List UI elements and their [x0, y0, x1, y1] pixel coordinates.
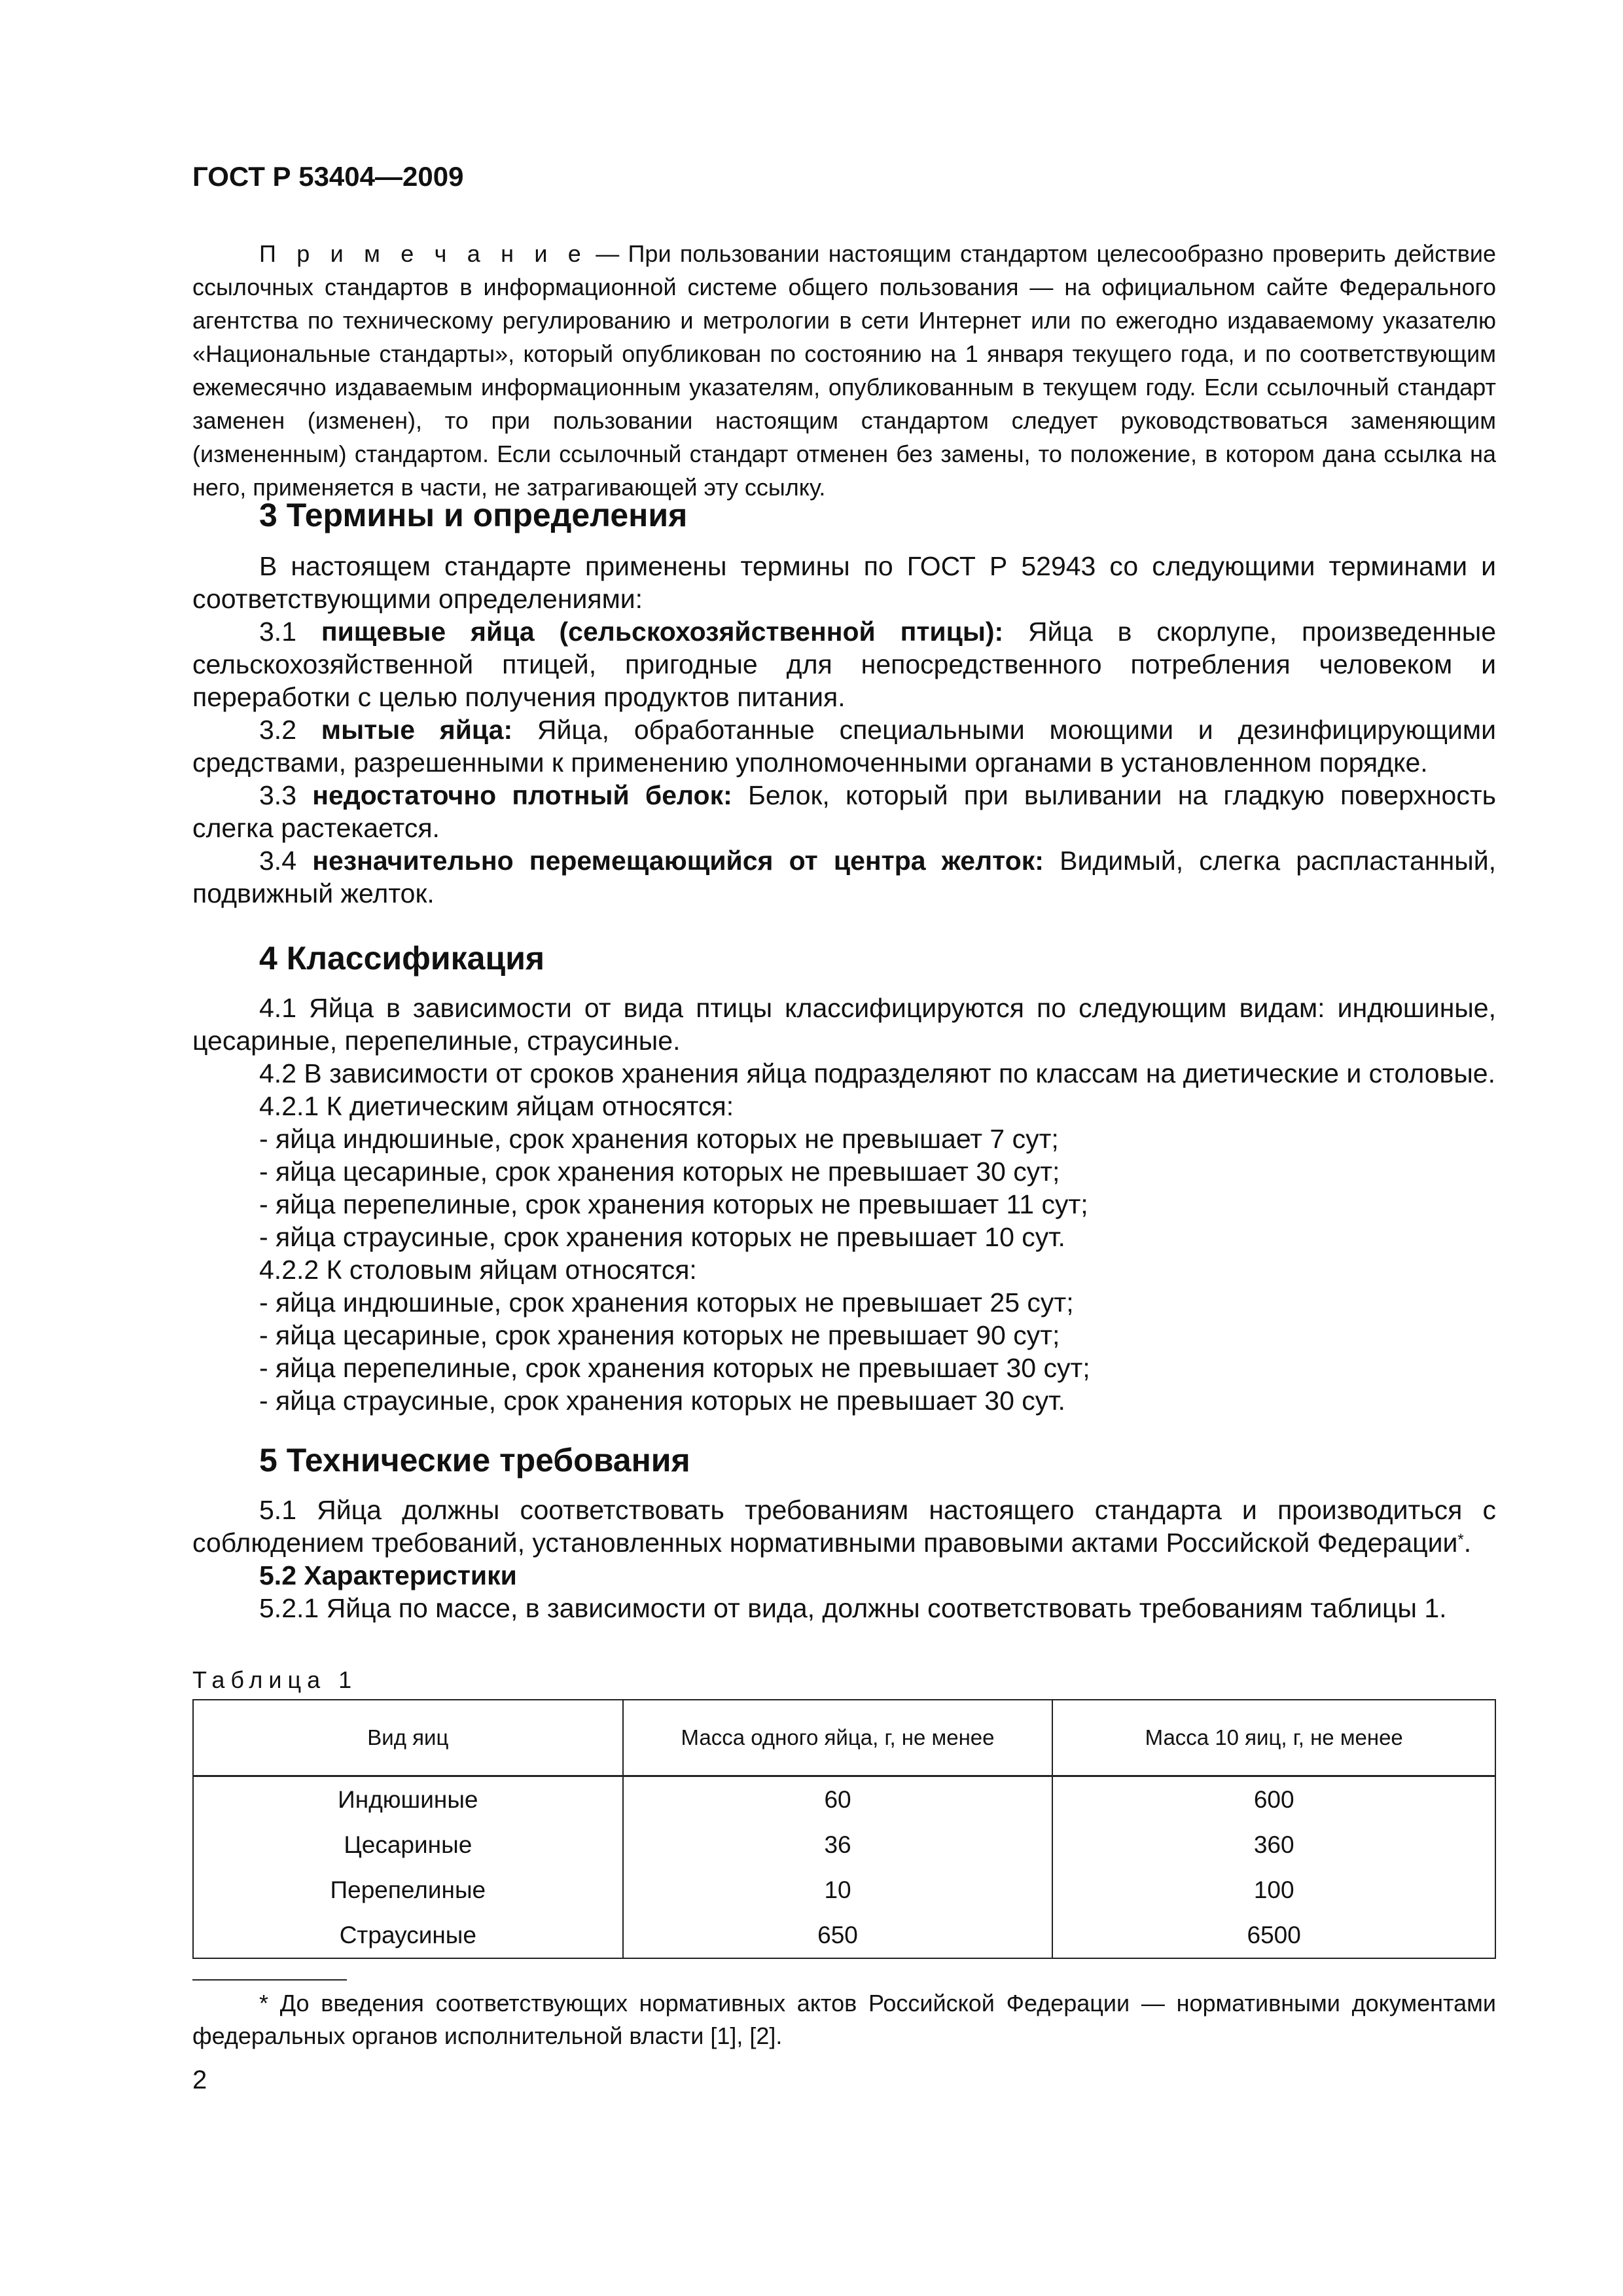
footnote-marker[interactable]: * [1457, 1531, 1464, 1549]
list-item: - яйца цесариные, срок хранения которых не превышает 90 сут; [259, 1320, 1060, 1350]
table-header-row [193, 1700, 1495, 1776]
footnote-text: * До введения соответствующих нормативных актов Российской Федерации — нормативными документами федеральных органов исполнительной власти [1], [2]. [192, 1990, 1496, 2049]
page-number: 2 [192, 2066, 207, 2094]
section-3-intro: В настоящем стандарте применены термины по ГОСТ Р 52943 со следующими терминами и соответствующими определениями: [192, 551, 1496, 614]
document-header: ГОСТ Р 53404—2009 [192, 161, 464, 192]
term-3-2: 3.2 мытые яйца: Яйца, обработанные специальными моющими и дезинфицирующими средствами, разрешенными к применению уполномоченными органами в установленном порядке. [192, 715, 1496, 778]
clause-5-2-1: 5.2.1 Яйца по массе, в зависимости от вида, должны соответствовать требованиям таблицы 1. [259, 1593, 1447, 1623]
table-header-cell: Масса одного яйца, г, не менее [623, 1700, 1053, 1776]
clause-5-1: 5.1 Яйца должны соответствовать требованиям настоящего стандарта и производиться с соблюдением требований, установленных нормативными правовыми актами Российской Федерации*. [192, 1495, 1496, 1558]
section-3-title: 3 Термины и определения [259, 497, 688, 533]
section-5-title: 5 Технические требования [259, 1442, 690, 1479]
note-paragraph [192, 237, 1496, 504]
table-cell: 36 [623, 1822, 1053, 1867]
reference-note [192, 237, 1496, 504]
table-row [193, 1776, 1495, 1823]
table-cell: 100 [1052, 1867, 1495, 1912]
table-header-cell: Вид яиц [193, 1700, 623, 1776]
list-item: - яйца страусиные, срок хранения которых не превышает 30 сут. [259, 1386, 1065, 1416]
section-5-body [192, 1494, 1496, 1624]
table-header-cell: Масса 10 яиц, г, не менее [1052, 1700, 1495, 1776]
table-cell: 650 [623, 1912, 1053, 1958]
term-3-3: 3.3 недостаточно плотный белок: Белок, который при выливании на гладкую поверхность слегка растекается. [192, 780, 1497, 843]
table-cell: Перепелиные [193, 1867, 623, 1912]
table-cell: Индюшиные [193, 1776, 623, 1823]
list-item: - яйца цесариные, срок хранения которых не превышает 30 сут; [259, 1157, 1060, 1187]
list-item: - яйца перепелиные, срок хранения которых не превышает 30 сут; [259, 1353, 1090, 1383]
footnote-divider [192, 1979, 347, 1981]
table-row [193, 1867, 1495, 1912]
section-4-title: 4 Классификация [259, 940, 545, 977]
clause-4-2: 4.2 В зависимости от сроков хранения яйца подразделяют по классам на диетические и столовые. [259, 1058, 1495, 1088]
table-cell: 360 [1052, 1822, 1495, 1867]
clause-4-1: 4.1 Яйца в зависимости от вида птицы классифицируются по следующим видам: индюшиные, цесариные, перепелиные, страусиные. [192, 993, 1496, 1056]
note-label: П р и м е ч а н и е [259, 240, 587, 267]
clause-4-2-2: 4.2.2 К столовым яйцам относятся: [259, 1255, 697, 1285]
table-cell: Цесариные [193, 1822, 623, 1867]
list-item: - яйца страусиные, срок хранения которых не превышает 10 сут. [259, 1222, 1065, 1252]
term-3-1: 3.1 пищевые яйца (сельскохозяйственной птицы): Яйца в скорлупе, произведенные сельскохозяйственной птицей, пригодные для непосредственного потребления человеком и переработки с целью получения продуктов питания. [192, 617, 1496, 712]
table-row [193, 1912, 1495, 1958]
table-cell: 10 [623, 1867, 1053, 1912]
table-cell: Страусиные [193, 1912, 623, 1958]
note-text: — При пользовании настоящим стандартом целесообразно проверить действие ссылочных стандартов в информационной системе общего пользования — на официальном сайте Федерального агентства по техническому регулированию и метрологии в сети Интернет или по ежегодно издаваемому указателю «Национальные стандарты», который опубликован по состоянию на 1 января текущего года, и по соответствующим ежемесячно издаваемым информационным указателям, опубликованным в текущем году. Если ссылочный стандарт заменен (изменен), то при пользовании настоящим стандартом следует руководствоваться заменяющим (измененным) стандартом. Если ссылочный стандарт отменен без замены, то положение, в котором дана ссылка на него, применяется в части, не затрагивающей эту ссылку. [192, 240, 1496, 501]
section-3-body [192, 550, 1496, 910]
section-4-body [192, 992, 1496, 1417]
list-item: - яйца индюшиные, срок хранения которых не превышает 25 сут; [259, 1287, 1074, 1318]
footnote [192, 1987, 1496, 2053]
list-item: - яйца индюшиные, срок хранения которых не превышает 7 сут; [259, 1124, 1059, 1154]
table-cell: 600 [1052, 1776, 1495, 1823]
clause-4-2-1: 4.2.1 К диетическим яйцам относятся: [259, 1091, 734, 1121]
term-3-4: 3.4 незначительно перемещающийся от центра желток: Видимый, слегка распластанный, подвижный желток. [192, 846, 1496, 908]
table-cell: 60 [623, 1776, 1053, 1823]
table-caption: Таблица 1 [192, 1666, 358, 1693]
table-cell: 6500 [1052, 1912, 1495, 1958]
table-row [193, 1822, 1495, 1867]
list-item: - яйца перепелиные, срок хранения которых не превышает 11 сут; [259, 1189, 1088, 1219]
subsection-5-2-title: 5.2 Характеристики [259, 1560, 517, 1590]
egg-mass-table [192, 1699, 1496, 1959]
